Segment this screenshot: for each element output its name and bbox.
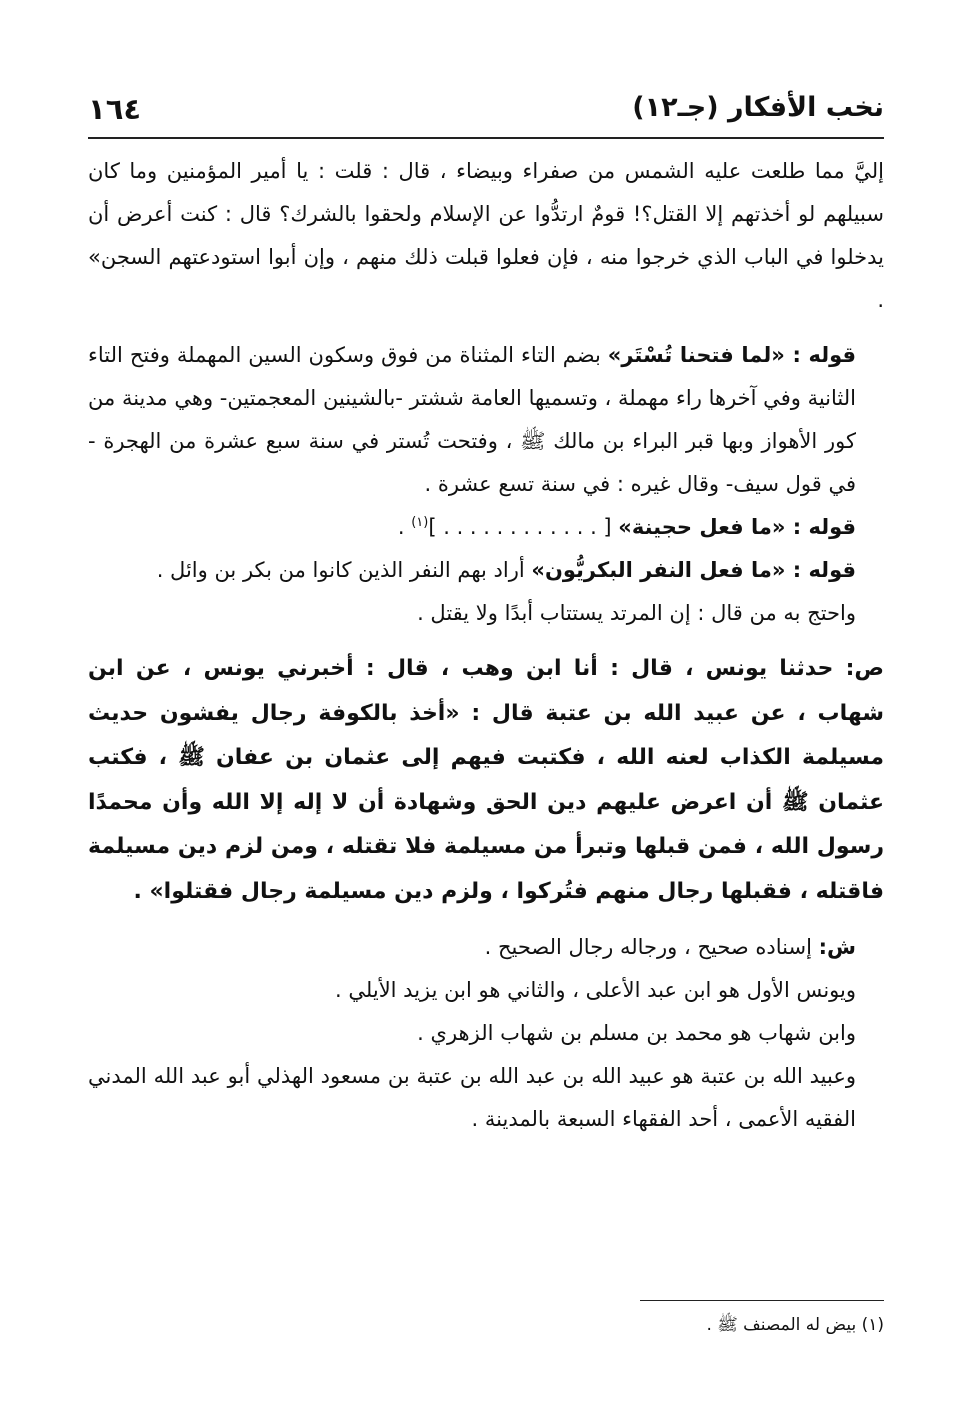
paragraph bbox=[88, 1055, 884, 1141]
footnote-marker: (١) bbox=[411, 515, 429, 530]
section-marker: ش: bbox=[818, 935, 856, 959]
main-text bbox=[88, 150, 884, 1141]
footnote-divider bbox=[640, 1300, 884, 1301]
paragraph bbox=[88, 592, 884, 635]
paragraph bbox=[88, 1012, 884, 1055]
paragraph-text: ويونس الأول هو ابن عبد الأعلى ، والثاني هو ابن يزيد الأيلي . bbox=[335, 978, 856, 1002]
paragraph bbox=[88, 549, 884, 592]
quoted-term: قوله : «ما فعل النفر البكريُّون» bbox=[531, 558, 856, 582]
paragraph-text: وعبيد الله بن عتبة هو عبيد الله بن عبد الله بن عتبة بن مسعود الهذلي أبو عبد الله المدني الفقيه الأعمى ، أحد الفقهاء السبعة بالمدينة . bbox=[88, 1064, 856, 1131]
paragraph bbox=[88, 506, 884, 549]
hadith-text bbox=[88, 647, 884, 914]
header-divider bbox=[88, 137, 884, 139]
paragraph-text: أراد بهم النفر الذين كانوا من بكر بن وائل . bbox=[156, 558, 532, 582]
paragraph-text: وابن شهاب هو محمد بن مسلم بن شهاب الزهري . bbox=[417, 1021, 856, 1045]
book-title: نخب الأفكار (جـ١٢) bbox=[632, 92, 884, 123]
paragraph-text: ص: حدثنا يونس ، قال : أنا ابن وهب ، قال : أخبرني يونس ، عن ابن شهاب ، عن عبيد الله بن عتبة قال : «أخذ بالكوفة رجال يفشون حديث مسيلمة الكذاب لعنه الله ، فكتبت فيهم إلى عثمان بن عفان ﷺ ، فكتب عثمان ﷺ أن اعرض عليهم دين الحق وشهادة أن لا إله إلا الله وأن محمدًا رسول الله ، فمن قبلها وتبرأ من مسيلمة فلا تقتله ، ومن لزم دين مسيلمة فاقتله ، فقبلها رجال منهم فتُركوا ، ولزم دين مسيلمة رجال فقتلوا» . bbox=[88, 656, 884, 904]
paragraph bbox=[88, 969, 884, 1012]
paragraph bbox=[88, 334, 884, 506]
paragraph-text: إسناده صحيح ، ورجاله رجال الصحيح . bbox=[484, 935, 819, 959]
quoted-term: قوله : «لما فتحنا تُسْتَر» bbox=[607, 343, 856, 367]
quoted-term: قوله : «ما فعل حجينة» bbox=[618, 515, 856, 539]
page-number: ١٦٤ bbox=[88, 92, 142, 126]
footnote-text: (١) بيض له المصنف ﷺ . bbox=[706, 1315, 884, 1335]
paragraph bbox=[88, 926, 884, 969]
paragraph-text: بضم التاء المثناة من فوق وسكون السين المهملة وفتح التاء الثانية وفي آخرها راء مهملة ، وتسميها العامة ششتر -بالشينين المعجمتين- وهي مدينة من كور الأهواز وبها قبر البراء بن مالك ﷺ ، وفتحت تُستر في سنة سبع عشرة من الهجرة - في قول سيف- وقال غيره : في سنة تسع عشرة . bbox=[88, 343, 856, 496]
paragraph-text: [ . . . . . . . . . . . . ] bbox=[428, 515, 619, 539]
paragraph-tail: . bbox=[397, 515, 412, 539]
paragraph-text: واحتج به من قال : إن المرتد يستتاب أبدًا ولا يقتل . bbox=[417, 601, 856, 625]
page-header bbox=[88, 92, 884, 132]
footnote bbox=[88, 1312, 884, 1338]
paragraph-text: إليَّ مما طلعت عليه الشمس من صفراء وبيضاء ، قال : قلت : يا أمير المؤمنين وما كان سبيلهم لو أخذتهم إلا القتل؟! قومٌ ارتدُّوا عن الإسلام ولحقوا بالشرك؟ قال : كنت أعرض أن يدخلوا في الباب الذي خرجوا منه ، فإن فعلوا قبلت ذلك منهم ، وإن أبوا استودعتهم السجن» . bbox=[88, 159, 884, 312]
paragraph bbox=[88, 150, 884, 322]
